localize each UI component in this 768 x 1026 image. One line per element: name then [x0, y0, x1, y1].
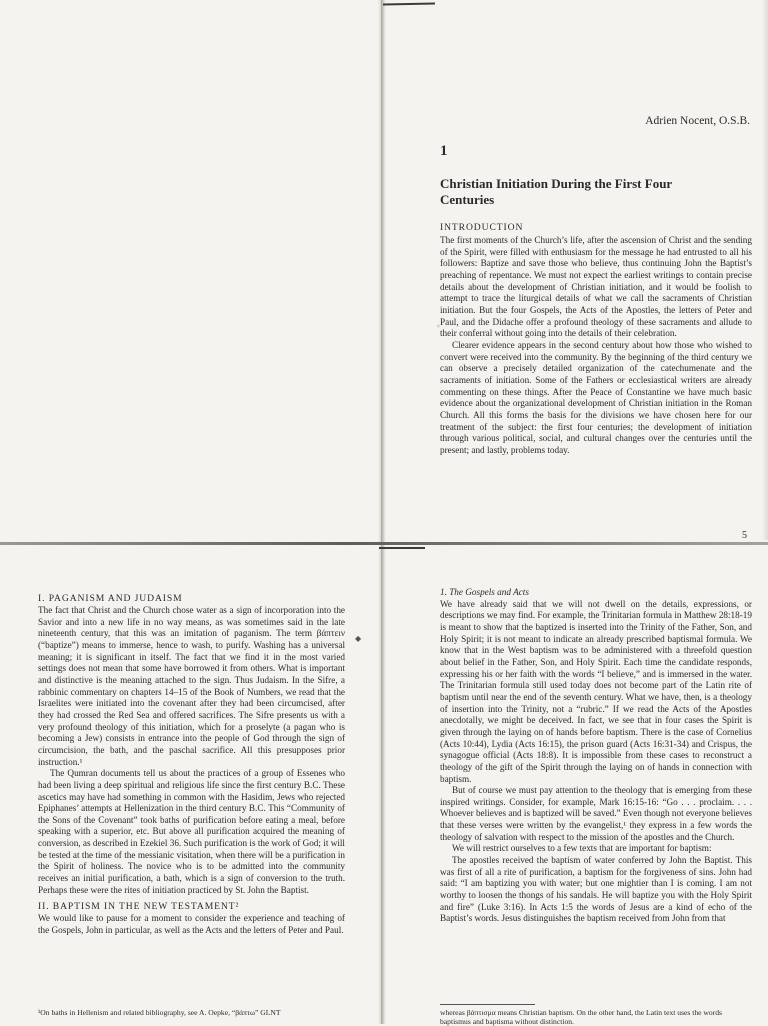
body-paragraph: We have already said that we will not dwell on the details, expressions, or descriptions we may find. For example, the Trinitarian formula in Matthew 28:18-19 is meant to show that the baptized is inserted into the Trinity of the Father, Son, and Holy Spirit; it is not meant to indicate an already prescribed baptismal formula. We know that in the West baptism was to be administered with a threefold question about belief in the Father, Son, and Holy Spirit. Each time the candidate responds, expressing his or her faith with the words “I believe,” and is immersed in the water. The Trinitarian formula still used today does not become part of the Latin rite of baptism until near the end of the seventh century. What we have, then, is a theology of insertion into the Trinity, not a “rubric.” If we read the Acts of the Apostles anecdotally, we might be deceived. In fact, we see that in four cases the Spirit is given through the laying on of hands before baptism. There is the case of Cornelius (Acts 10:44), Lydia (Acts 16:15), the prison guard (Acts 16:31-34) and Crispus, the synagogue official (Acts 18:8). It is impossible from these cases to reconstruct a theology of the gift of the Spirit through the laying on of hands in connection with baptism.	[440, 598, 752, 784]
footnote-right: whereas βάπτισμα means Christian baptism. On the other hand, the Latin text uses the words baptismus and baptisma without distinction.	[440, 1008, 722, 1026]
page-divider	[0, 542, 768, 545]
body-paragraph: We will restrict ourselves to a few texts that are important for baptism:	[452, 843, 712, 854]
chapter-number: 1	[440, 143, 448, 159]
section-heading-baptism: II. BAPTISM IN THE NEW TESTAMENT²	[38, 901, 240, 913]
body-paragraph: The fact that Christ and the Church chose water as a sign of incorporation into the Savior and into a new life in no way means, as was sometimes said in the late nineteenth century, that this was an imitation of paganism. The term βάπτειν (“baptize”) means to immerse, hence to wash, to purify. Washing has a universal meaning; it is significant in itself. The fact that we find it in the most varied settings does not mean that some have borrowed it from others. What is important and distinctive is the meaning attached to the sign. Thus Judaism. In the Sifre, a rabbinic commentary on chapters 14–15 of the Book of Numbers, we read that the Israelites were initiated into the covenant after they had been circumcised, after they had crossed the Red Sea and offered sacrifices. The Sifre presents us with a very profound theology of this initiation, which for a proselyte (a pagan who is becoming a Jew) consists in entrance into the people of God through the sign of circumcision, the bath, and the paschal sacrifice. All this presupposes prior instruction.¹	[38, 605, 345, 767]
body-paragraph: We would like to pause for a moment to consider the experience and teaching of the Gospels, John in particular, as well as the Acts and the letters of Peter and Paul.	[38, 913, 345, 936]
intro-paragraph: The first moments of the Church’s life, after the ascension of Christ and the sending of the Spirit, were filled with enthusiasm for the message he had entrusted to all his followers: Baptize and save those who believe, thus continuing John the Baptist’s preaching of repentance. We must not expect the earliest writings to contain precise details about the development of Christian initiation, and it would be foolish to attempt to trace the liturgical details of what we call the sacraments of Christian initiation. But the four Gospels, the Acts of the Apostles, the letters of Peter and Paul, and the Didache offer a profound theology of these sacraments and allude to their conferral without going into the details of their celebration.	[440, 235, 752, 339]
right-column	[440, 587, 752, 925]
body-paragraph: The apostles received the baptism of water conferred by John the Baptist. This was first of all a rite of purification, a baptism for the forgiveness of sins. John had said: “I am baptizing you with water; but one mightier than I is coming. I am not worthy to loosen the thongs of his sandals. He will baptize you with the Holy Spirit and fire” (Luke 3:16). In Acts 1:5 the words of Jesus are a kind of echo of the Baptist’s words. Jesus distinguishes the baptism received from John from that	[440, 855, 752, 924]
scan-mark-top	[383, 3, 435, 6]
chapter-title: Christian Initiation During the First Four Centuries	[440, 176, 672, 207]
left-column	[38, 591, 345, 937]
gutter-fold-line	[381, 0, 382, 1024]
margin-mark-icon: ◦	[436, 322, 441, 331]
body-paragraph: But of course we must pay attention to the theology that is emerging from these inspired writings. Consider, for example, Mark 16:15-16: “Go . . . proclaim. . . . Whoever believes and is baptized will be saved.” Even though not everyone believes that these verses were written by the evangelist,¹ they express in a few words the theology of salvation with respect to the mission of the apostles and the Church.	[440, 785, 753, 842]
book-gutter	[378, 0, 386, 1024]
chapter-author: Adrien Nocent, O.S.B.	[645, 115, 750, 127]
footnote-rule	[440, 1004, 535, 1005]
page-edge-shadow	[762, 0, 768, 540]
body-paragraph: The Qumran documents tell us about the practices of a group of Essenes who had been living a deep spiritual and religious life since the first century B.C. These ascetics may have had something in common with the Hasidim, Jews who rejected Epiphanes’ attempts at Hellenization in the third century B.C. This “Community of the Sons of the Covenant” took baths of purification before eating a meal, before speaking with a superior, etc. But above all purification acquired the meaning of conversion, as described in Ezekiel 36. Such purification is the work of God; it will be tested at the time of the messianic visitation, when there will be a purification in the Spirit of holiness. The novice who is to be admitted into the community receives an initial purification, a bath, which is a sign of conversion to the truth. Perhaps these were the rites of initiation practiced by St. John the Baptist.	[38, 768, 345, 895]
subsection-heading: 1. The Gospels and Acts	[440, 587, 529, 597]
page-number: 5	[742, 530, 747, 541]
introduction-body	[440, 235, 752, 456]
introduction-heading: INTRODUCTION	[440, 222, 524, 233]
margin-mark-icon: ◆	[355, 634, 362, 643]
intro-paragraph: Clearer evidence appears in the second century about how those who wished to convert were received into the community. By the beginning of the third century we can observe a precisely detailed organization of the catechumenate and the sacraments of initiation. Some of the Fathers or ecclesiastical writers are already commenting on these things. After the Peace of Constantine we have much basic evidence about the organizational development of Christian initiation in the Roman Church. All this forms the basis for the divisions we have chosen here for our treatment of the subject: the first four centuries; the development of initiation through various political, social, and cultural changes over the centuries until the present; and lastly, problems today.	[440, 339, 752, 455]
section-heading-paganism: I. PAGANISM AND JUDAISM	[38, 593, 183, 604]
scan-mark-middle	[379, 547, 425, 549]
footnote-left: ¹On baths in Hellenism and related bibliography, see A. Oepke, “βάπτω” GLNT	[38, 1008, 281, 1017]
